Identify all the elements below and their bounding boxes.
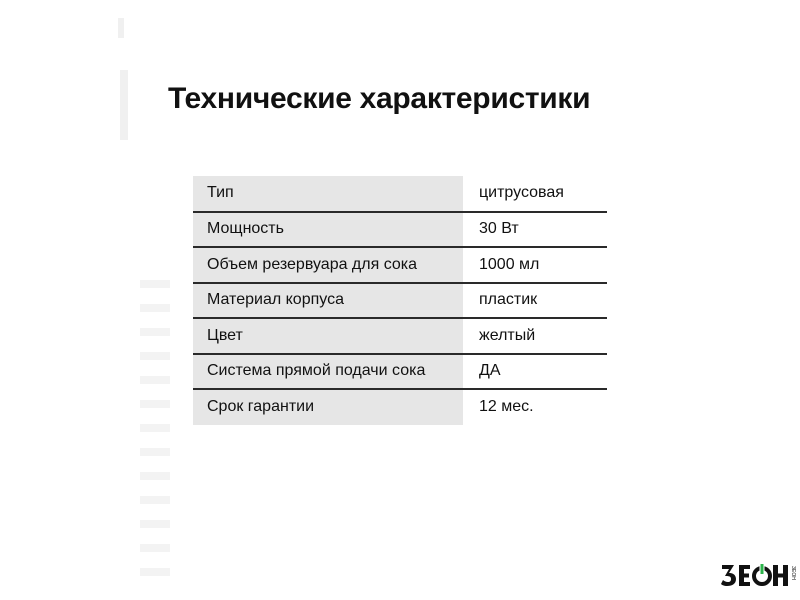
background-mark <box>140 280 170 590</box>
spec-value: 12 мес. <box>463 389 607 425</box>
spec-label: Объем резервуара для сока <box>193 247 463 283</box>
background-mark <box>118 18 124 38</box>
spec-label: Цвет <box>193 318 463 354</box>
spec-label: Система прямой подачи сока <box>193 354 463 390</box>
background-mark <box>120 70 128 140</box>
spec-value: пластик <box>463 283 607 319</box>
spec-value: 1000 мл <box>463 247 607 283</box>
spec-label: Срок гарантии <box>193 389 463 425</box>
table-row <box>193 318 607 354</box>
table-row <box>193 389 607 425</box>
table-row <box>193 354 607 390</box>
table-row <box>193 283 607 319</box>
spec-label: Материал корпуса <box>193 283 463 319</box>
spec-value: желтый <box>463 318 607 354</box>
spec-value: ДА <box>463 354 607 390</box>
spec-value: 30 Вт <box>463 212 607 248</box>
zeon-logo-icon <box>720 562 794 588</box>
table-row <box>193 212 607 248</box>
table-row <box>193 176 607 212</box>
spec-label: Мощность <box>193 212 463 248</box>
table-row <box>193 247 607 283</box>
brand-logo <box>720 562 794 588</box>
svg-text:ЗЕОН: ЗЕОН <box>790 566 796 580</box>
spec-label: Тип <box>193 176 463 212</box>
spec-value: цитрусовая <box>463 176 607 212</box>
page-title: Технические характеристики <box>168 82 591 115</box>
spec-table <box>193 176 607 425</box>
